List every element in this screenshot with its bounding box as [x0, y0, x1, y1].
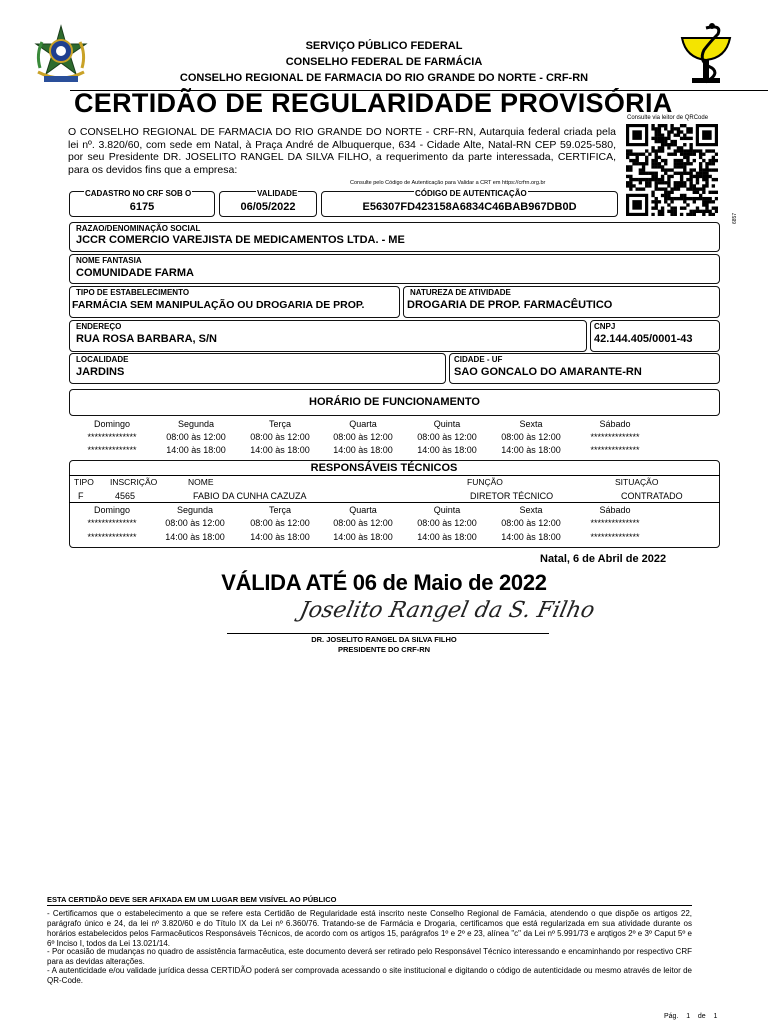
horario-r1-cell: 08:00 às 12:00 [501, 432, 561, 442]
page-num: 1 [686, 1013, 691, 1020]
validation-note: Consulte pelo Código de Autenticação para Validar a CRT em https://crfrn.org.br [350, 180, 546, 186]
rt-r2-cell: 14:00 às 18:00 [417, 532, 477, 542]
rt-inscricao: 4565 [115, 491, 136, 501]
header-line1: SERVIÇO PÚBLICO FEDERAL [305, 40, 463, 52]
horario-r2-cell: ************** [590, 445, 640, 455]
rt-r1-cell: 08:00 às 12:00 [333, 518, 393, 528]
cadastro-label: CADASTRO NO CRF SOB O [85, 189, 192, 198]
horario-r2-cell: 14:00 às 18:00 [250, 445, 310, 455]
page-label: Pág. [664, 1013, 679, 1020]
col-tipo: TIPO [74, 477, 94, 487]
localidade-value: JARDINS [76, 366, 125, 378]
natureza-box [403, 286, 720, 318]
header-line3: CONSELHO REGIONAL DE FARMACIA DO RIO GRANDE DO NORTE - CRF-RN [179, 72, 589, 84]
cadastro-value: 6175 [129, 201, 155, 213]
footer-p2: - Por ocasião de mudanças no quadro de assistência farmacêutica, este documento deverá ser retirado pelo Responsável Técnico interessando e encaminhando por respectivo CRF para as devidas alterações. [47, 947, 692, 966]
razao-box [69, 222, 720, 252]
horario-title: HORÁRIO DE FUNCIONAMENTO [309, 396, 480, 408]
page-of: de [697, 1013, 706, 1020]
cidade-value: SAO GONCALO DO AMARANTE-RN [454, 366, 642, 378]
rt-days-cell: Sábado [599, 505, 631, 515]
horario-r1-cell: 08:00 às 12:00 [417, 432, 477, 442]
page-counter [664, 1013, 717, 1020]
footer-heading: ESTA CERTIDÃO DEVE SER AFIXADA EM UM LUGAR BEM VISÍVEL AO PÚBLICO [47, 895, 337, 904]
tipo-value: FARMÁCIA SEM MANIPULAÇÃO OU DROGARIA DE PROP. [72, 299, 365, 311]
horario-r1-cell: 08:00 às 12:00 [333, 432, 393, 442]
rt-r2-cell: ************** [590, 532, 640, 542]
rt-rule [69, 502, 720, 503]
horario-days-cell: Terça [268, 419, 291, 429]
codigo-value: E56307FD423158A6834C46BAB967DB0D [362, 201, 577, 213]
horario-r1-cell: ************** [590, 432, 640, 442]
codigo-box [321, 191, 618, 217]
tipo-box [69, 286, 400, 318]
side-code: 6857 [732, 212, 738, 224]
rt-r2-cell: 14:00 às 18:00 [501, 532, 561, 542]
horario-days-cell: Segunda [177, 419, 215, 429]
rt-r1-cell: 08:00 às 12:00 [417, 518, 477, 528]
horario-days-cell: Sábado [599, 419, 631, 429]
date-line: Natal, 6 de Abril de 2022 [540, 553, 667, 565]
cnpj-value: 42.144.405/0001-43 [594, 333, 693, 345]
codigo-label: CÓDIGO DE AUTENTICAÇÃO [415, 189, 527, 198]
validade-label: VALIDADE [257, 189, 298, 198]
endereco-box [69, 320, 587, 352]
col-funcao: FUNÇÃO [467, 477, 503, 487]
header-line2: CONSELHO FEDERAL DE FARMÁCIA [285, 56, 483, 68]
natureza-value: DROGARIA DE PROP. FARMACÊUTICO [407, 299, 613, 311]
endereco-label: ENDEREÇO [76, 322, 122, 331]
rt-situacao: CONTRATADO [621, 491, 683, 501]
rt-funcao: DIRETOR TÉCNICO [470, 491, 554, 501]
rt-r2-cell: 14:00 às 18:00 [165, 532, 225, 542]
footer-p1: - Certificamos que o estabelecimento a que se refere esta Certidão de Regularidade está inscrito neste Conselho Regional de Famácia, atendendo o que dispõe os artigos 22, parágrafo único e 24, da lei nº 3.820/60 e do Título IX da Lei nº 6.360/76. Tratando-se de Farmácia e Drogaria, certificamos que está regularizada em sua atividade durante os horários estabelecidos pelos Farmacêuticos Responsáveis Técnicos, de acordo com os artigos 15, parágrafos 1º e 2º e 23, alínea "c" da Lei nº 5.991/73 e arqtigos 2º e 3º Caput 5º e 6º Inciso I, todos da Lei 13.021/14. [47, 909, 692, 948]
rt-r1-cell: 08:00 às 12:00 [165, 518, 225, 528]
rt-days-cell: Domingo [93, 505, 131, 515]
rt-r2-cell: 14:00 às 18:00 [250, 532, 310, 542]
col-nome: NOME [188, 477, 214, 487]
footer-p3: - A autenticidade e/ou validade jurídica dessa CERTIDÃO poderá ser comprovada acessando o site institucional e digitando o código de autenticidade ou mesmo através de leitor de QR-Code. [47, 966, 692, 985]
horario-r2-cell: 14:00 às 18:00 [501, 445, 561, 455]
signatory-name: DR. JOSELITO RANGEL DA SILVA FILHO [311, 635, 457, 644]
natureza-label: NATUREZA DE ATIVIDADE [410, 288, 511, 297]
tipo-label: TIPO DE ESTABELECIMENTO [76, 288, 190, 297]
horario-days-cell: Quarta [349, 419, 377, 429]
horario-days-cell: Sexta [519, 419, 543, 429]
fantasia-label: NOME FANTASIA [76, 256, 142, 265]
rt-r2-cell: ************** [87, 532, 137, 542]
validade-box [219, 191, 317, 217]
cidade-box [449, 353, 720, 384]
cadastro-box [69, 191, 215, 217]
rt-days-cell: Segunda [176, 505, 214, 515]
intro-paragraph: O CONSELHO REGIONAL DE FARMACIA DO RIO GRANDE DO NORTE - CRF-RN, Autarquia federal criada pela lei nº. 3.820/60, com sede em Natal, à Praça André de Albuquerque, 634 - Cidade Alte, Natal-RN CEP 59.025-580, por seu Presidente DR. JOSELITO RANGEL DA SILVA FILHO, a requerimento da parte interessada, CERTIFICA, para os devidos fins que a empresa: [68, 126, 616, 176]
signatory-role: PRESIDENTE DO CRF-RN [337, 645, 431, 654]
fantasia-box [69, 254, 720, 284]
horario-r2-cell: 14:00 às 18:00 [333, 445, 393, 455]
rt-days-cell: Sexta [519, 505, 543, 515]
horario-r1-cell: ************** [87, 432, 137, 442]
validade-value: 06/05/2022 [240, 201, 296, 213]
responsaveis-rule [69, 475, 720, 476]
localidade-box [69, 353, 446, 384]
horario-r2-cell: 14:00 às 18:00 [166, 445, 226, 455]
cnpj-label: CNPJ [594, 322, 616, 331]
rt-days-cell: Quarta [349, 505, 377, 515]
razao-label: RAZAO/DENOMINAÇÃO SOCIAL [76, 224, 201, 233]
localidade-label: LOCALIDADE [76, 355, 129, 364]
qr-caption: Consulte via leitor de QRCode [627, 115, 709, 121]
rt-nome: FABIO DA CUNHA CAZUZA [193, 491, 307, 501]
qr-code-icon[interactable] [626, 124, 718, 216]
page-total: 1 [713, 1013, 718, 1020]
horario-r2-cell: 14:00 às 18:00 [417, 445, 477, 455]
horario-days-cell: Domingo [93, 419, 131, 429]
rt-r1-cell: 08:00 às 12:00 [250, 518, 310, 528]
rt-days-cell: Quinta [433, 505, 461, 515]
responsaveis-title: RESPONSÁVEIS TÉCNICOS [310, 462, 458, 474]
signature-line [227, 633, 549, 634]
horario-r2-cell: ************** [87, 445, 137, 455]
rt-r1-cell: ************** [590, 518, 640, 528]
rt-days-cell: Terça [268, 505, 291, 515]
cidade-label: CIDADE - UF [454, 355, 503, 364]
rt-r1-cell: 08:00 às 12:00 [501, 518, 561, 528]
col-inscricao: INSCRIÇÃO [110, 477, 158, 487]
endereco-value: RUA ROSA BARBARA, S/N [76, 333, 217, 345]
fantasia-value: COMUNIDADE FARMA [76, 267, 194, 279]
cnpj-box [590, 320, 720, 352]
rt-tipo: F [78, 491, 84, 501]
document-title: CERTIDÃO DE REGULARIDADE PROVISÓRIA [74, 88, 673, 118]
col-situacao: SITUAÇÃO [615, 477, 659, 487]
horario-r1-cell: 08:00 às 12:00 [250, 432, 310, 442]
signature-script: Joselito Rangel da S. Filho [297, 598, 597, 623]
valid-until: VÁLIDA ATÉ 06 de Maio de 2022 [221, 570, 547, 595]
horario-box [69, 389, 720, 416]
razao-value: JCCR COMERCIO VAREJISTA DE MEDICAMENTOS LTDA. - ME [76, 234, 405, 246]
rt-r1-cell: ************** [87, 518, 137, 528]
footer-rule [47, 905, 692, 906]
horario-r1-cell: 08:00 às 12:00 [166, 432, 226, 442]
rt-r2-cell: 14:00 às 18:00 [333, 532, 393, 542]
horario-days-cell: Quinta [433, 419, 461, 429]
